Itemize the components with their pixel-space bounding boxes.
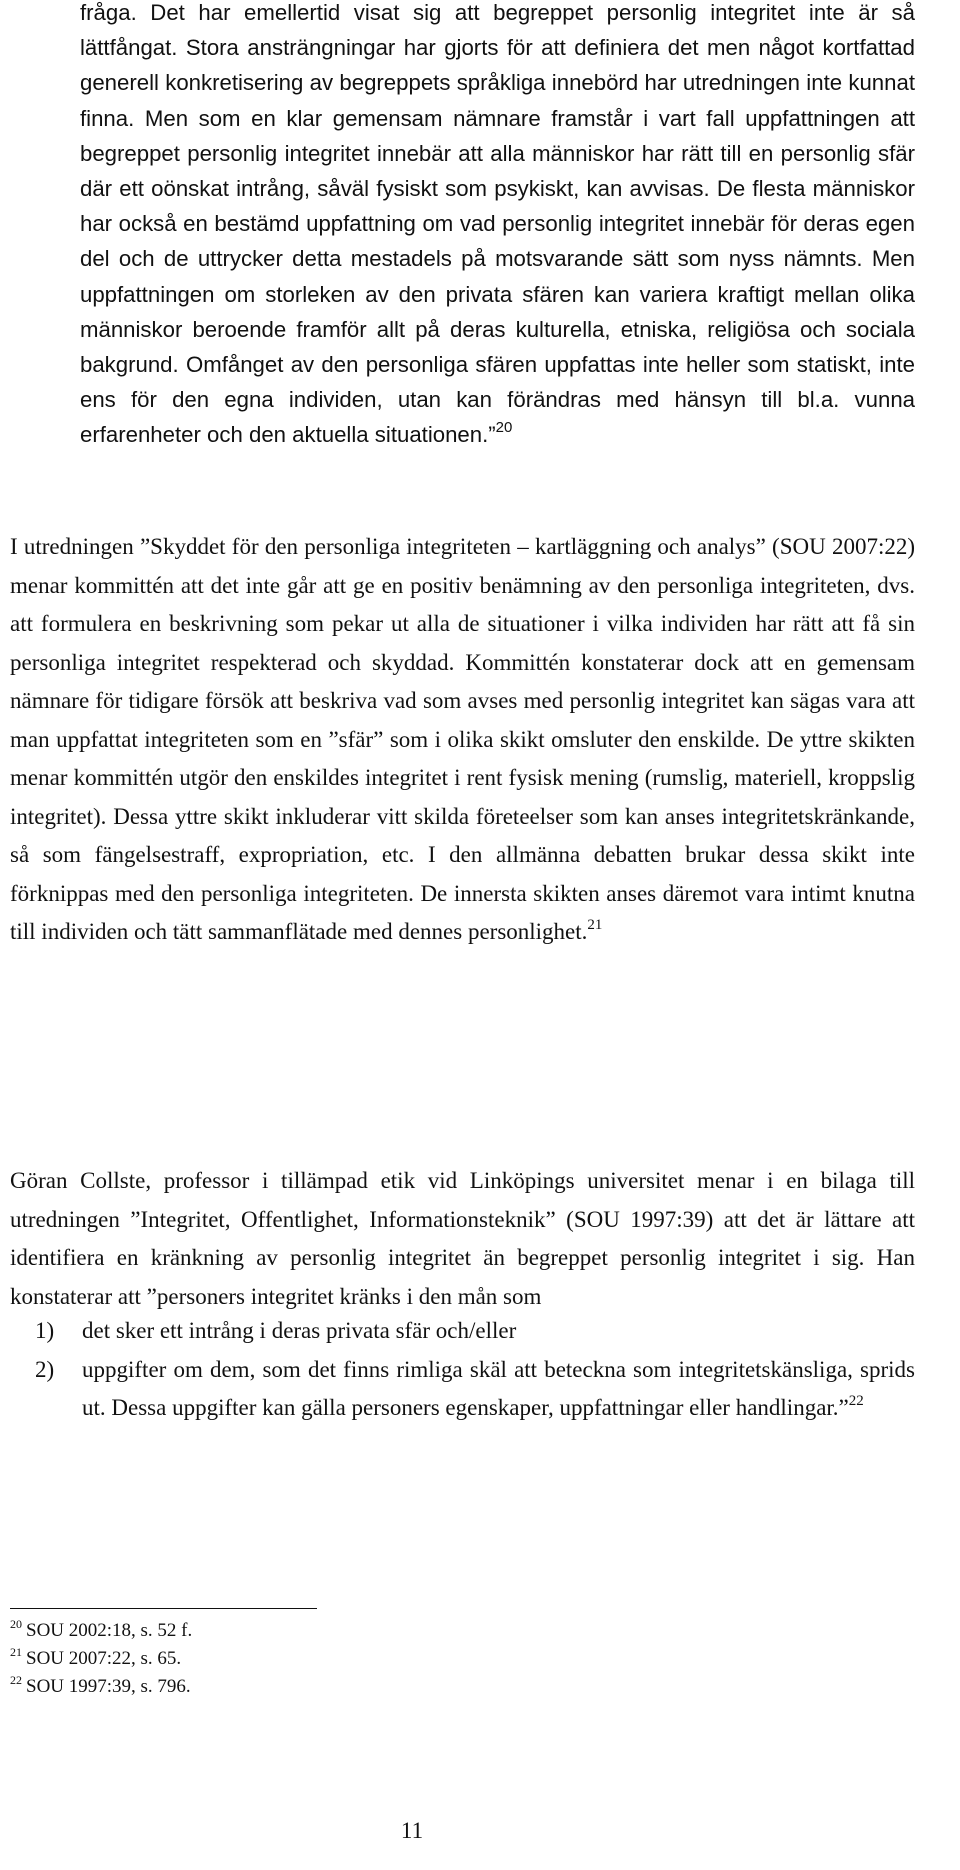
- list-item-text: uppgifter om dem, som det finns rimliga skäl att beteckna som integritetskänsliga, sprids ut. Dessa uppgifter kan gälla personers egenskaper, uppfattningar eller handlingar.”: [82, 1356, 915, 1420]
- footnote-number: 21: [10, 1645, 22, 1659]
- paragraph-sou-2007: [10, 528, 915, 952]
- footnote-ref-21[interactable]: 21: [587, 917, 603, 933]
- list-item-number: 2): [35, 1356, 55, 1382]
- footnote-text: SOU 1997:39, s. 796.: [26, 1676, 191, 1697]
- list-item: [35, 1312, 915, 1351]
- footnote: [10, 1617, 510, 1645]
- footnote: [10, 1673, 510, 1701]
- footnote-separator: [10, 1608, 317, 1609]
- footnote-number: 20: [10, 1617, 22, 1631]
- footnote-number: 22: [10, 1673, 22, 1687]
- list-item-text: det sker ett intrång i deras privata sfär och/eller: [82, 1318, 517, 1343]
- paragraph-2-text: I utredningen ”Skyddet för den personliga integriteten – kartläggning och analys” (SOU 2007:22) menar kommittén att det inte går att ge en positiv benämning av den personliga integriteten, dvs. att formulera en beskrivning som pekar ut alla de situationer i vilka individen har rätt att få sin personliga integritet respekterad och skyddad. Kommittén konstaterar dock att en gemensam nämnare för tidigare försök att beskriva vad som avses med personlig integritet kan sägas vara att man uppfattat integriteten som en ”sfär” som i olika skikt omsluter den enskilde. De yttre skikten menar kommittén utgör den enskildes integritet i rent fysisk mening (rumslig, materiell, kroppslig integritet). Dessa yttre skikt inkluderar vitt skilda företeelser som kan anses integritetskränkande, så som fängelsestraff, expropriation, etc. I den allmänna debatten brukar dessa skikt inte förknippas med den personliga integriteten. De innersta skikten anses däremot vara intimt knutna till individen och tätt sammanflätade med dennes personlighet.: [10, 534, 915, 944]
- footnotes: [10, 1617, 510, 1701]
- footnote-ref-22[interactable]: 22: [848, 1393, 864, 1409]
- footnote-text: SOU 2007:22, s. 65.: [26, 1648, 182, 1669]
- list-item: [35, 1351, 915, 1428]
- block-quote-text: fråga. Det har emellertid visat sig att begreppet personlig integritet inte är så lättfångat. Stora ansträngningar har gjorts för att definiera det men något kortfattad generell konkretisering av begreppets språkliga innebörd har utredningen inte kunnat finna. Men som en klar gemensam nämnare framstår i vart fall uppfattningen att begreppet personlig integritet innebär att alla människor har rätt till en personlig sfär där ett oönskat intrång, såväl fysiskt som psykiskt, kan avvisas. De flesta människor har också en bestämd uppfattning om vad personlig integritet innebär för deras egen del och de uttrycker detta mestadels på motsvarande sätt som nyss nämnts. Men uppfattningen om storleken av den privata sfären kan variera kraftigt mellan olika människor beroende framför allt på deras kulturella, etniska, religiösa och sociala bakgrund. Omfånget av den personliga sfären uppfattas inte heller som statiskt, inte ens för den egna individen, utan kan förändras med hänsyn till bl.a. vunna erfarenheter och den aktuella situationen.”: [80, 0, 915, 448]
- paragraph-3-text: Göran Collste, professor i tillämpad etik vid Linköpings universitet menar i en bilaga till utredningen ”Integritet, Offentlighet, Informationsteknik” (SOU 1997:39) att det är lättare att identifiera en kränkning av personlig integritet än begreppet personlig integritet i sig. Han konstaterar att ”personers integritet kränks i den mån som: [10, 1168, 915, 1309]
- footnote: [10, 1645, 510, 1673]
- numbered-list: [35, 1312, 915, 1428]
- footnote-ref-20[interactable]: 20: [495, 419, 513, 437]
- paragraph-collste: [10, 1162, 915, 1316]
- list-item-number: 1): [35, 1318, 55, 1343]
- block-quote: [80, 0, 915, 453]
- footnote-text: SOU 2002:18, s. 52 f.: [26, 1620, 193, 1641]
- page-number: 11: [400, 1818, 424, 1843]
